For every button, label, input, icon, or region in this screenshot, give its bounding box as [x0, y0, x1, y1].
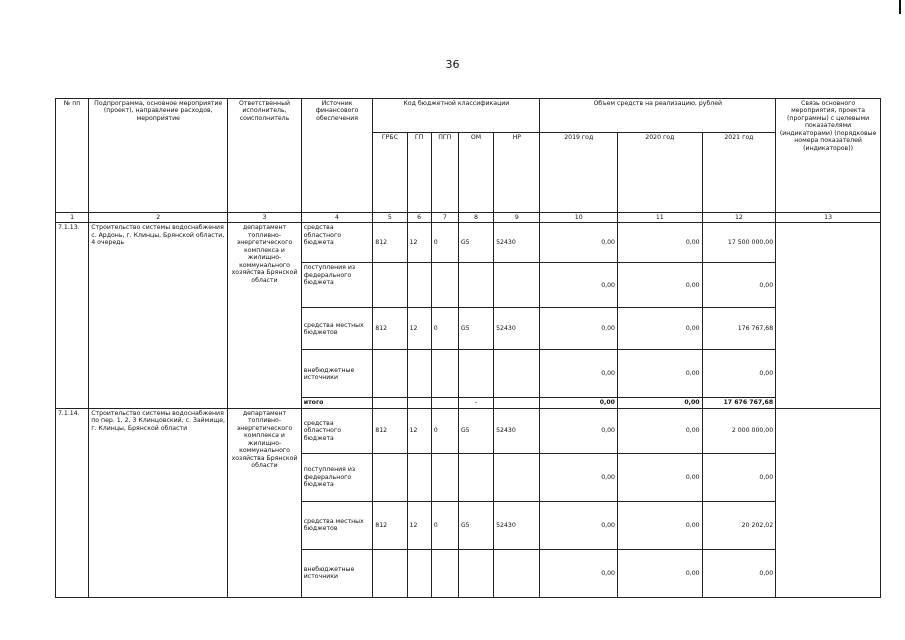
header-2021: 2021 год	[702, 133, 776, 213]
total-nr	[494, 398, 540, 408]
col-number: 4	[301, 213, 373, 223]
row-gp	[407, 350, 431, 398]
row-2019: 0,00	[540, 549, 618, 597]
page-number: 36	[445, 58, 460, 71]
row-grbs	[373, 263, 407, 308]
col-number: 3	[228, 213, 302, 223]
row-2019: 0,00	[540, 408, 618, 453]
row-om	[458, 350, 493, 398]
row-pgp	[431, 549, 458, 597]
row-2020: 0,00	[618, 308, 703, 350]
scan-edge-mark	[899, 0, 901, 14]
row-pgp: 0	[431, 501, 458, 549]
row-grbs: 812	[373, 308, 407, 350]
row-om	[458, 549, 493, 597]
row-grbs	[373, 549, 407, 597]
col-number: 12	[702, 213, 776, 223]
row-nr: 52430	[494, 308, 540, 350]
row-2019: 0,00	[540, 453, 618, 501]
row-source: внебюджетные источники	[301, 549, 373, 597]
total-2020: 0,00	[618, 398, 703, 408]
row-pgp	[431, 453, 458, 501]
row-2020: 0,00	[618, 223, 703, 263]
header-source: Источник финансового обеспечения	[301, 99, 373, 213]
row-2020: 0,00	[618, 549, 703, 597]
row-source: поступления из федерального бюджета	[301, 453, 373, 501]
item-title: Строительство системы водоснабжения с. Ардонь, г. Клинцы, Брянской области, 4 очередь	[89, 223, 228, 408]
header-pgp: ПГП	[431, 133, 458, 213]
row-2019: 0,00	[540, 223, 618, 263]
header-program: Подпрограмма, основное мероприятие (проект), направление расходов, мероприятие	[89, 99, 228, 213]
row-pgp	[431, 350, 458, 398]
row-om: G5	[458, 408, 493, 453]
header-grbs: ГРБС	[373, 133, 407, 213]
row-grbs: 812	[373, 501, 407, 549]
col-number: 13	[776, 213, 881, 223]
total-om: -	[458, 398, 493, 408]
col-number: 7	[431, 213, 458, 223]
item-responsible: департамент топливно-энергетического комплекса и жилищно-коммунального хозяйства Брянской области	[228, 408, 302, 597]
row-2020: 0,00	[618, 263, 703, 308]
row-gp: 12	[407, 223, 431, 263]
total-2019: 0,00	[540, 398, 618, 408]
row-pgp: 0	[431, 223, 458, 263]
row-2021: 0,00	[702, 263, 776, 308]
header-row	[56, 99, 881, 133]
row-grbs: 812	[373, 408, 407, 453]
col-number: 1	[56, 213, 89, 223]
total-grbs	[373, 398, 407, 408]
item-responsible: департамент топливно-энергетического комплекса и жилищно-коммунального хозяйства Брянской области	[228, 223, 302, 408]
header-nr: НР	[494, 133, 540, 213]
row-nr	[494, 263, 540, 308]
row-gp: 12	[407, 308, 431, 350]
row-2019: 0,00	[540, 350, 618, 398]
row-source: средства местных бюджетов	[301, 308, 373, 350]
row-source: средства местных бюджетов	[301, 501, 373, 549]
column-number-row	[56, 213, 881, 223]
row-link	[776, 223, 881, 408]
row-2021: 176 767,68	[702, 308, 776, 350]
row-2020: 0,00	[618, 501, 703, 549]
row-nr: 52430	[494, 501, 540, 549]
row-source: поступления из федерального бюджета	[301, 263, 373, 308]
item-title: Строительство системы водоснабжения по пер. 1, 2, 3 Клинцовский, с. Займище, г. Клинцы, Брянской области	[89, 408, 228, 597]
total-2021: 17 676 767,68	[702, 398, 776, 408]
row-gp: 12	[407, 501, 431, 549]
item-num: 7.1.13.	[56, 223, 89, 408]
table-row	[56, 223, 881, 263]
budget-table	[55, 98, 881, 598]
row-2021: 17 500 000,00	[702, 223, 776, 263]
item-num: 7.1.14.	[56, 408, 89, 597]
header-volume: Объем средств на реализацию, рублей	[540, 99, 776, 133]
row-gp	[407, 263, 431, 308]
header-responsible: Ответственный исполнитель, соисполнитель	[228, 99, 302, 213]
row-om: G5	[458, 308, 493, 350]
col-number: 8	[458, 213, 493, 223]
row-source: средства областного бюджета	[301, 408, 373, 453]
header-2020: 2020 год	[618, 133, 703, 213]
row-om: G5	[458, 223, 493, 263]
table-row	[56, 408, 881, 453]
row-om: G5	[458, 501, 493, 549]
col-number: 11	[618, 213, 703, 223]
row-grbs	[373, 350, 407, 398]
row-nr	[494, 453, 540, 501]
row-2021: 2 000 000,00	[702, 408, 776, 453]
row-om	[458, 263, 493, 308]
row-pgp: 0	[431, 308, 458, 350]
row-om	[458, 453, 493, 501]
row-source: внебюджетные источники	[301, 350, 373, 398]
header-om: ОМ	[458, 133, 493, 213]
total-pgp	[431, 398, 458, 408]
row-2019: 0,00	[540, 308, 618, 350]
row-nr	[494, 350, 540, 398]
total-label: итого	[301, 398, 373, 408]
row-2020: 0,00	[618, 350, 703, 398]
row-2021: 0,00	[702, 453, 776, 501]
header-gp: ГП	[407, 133, 431, 213]
col-number: 5	[373, 213, 407, 223]
row-gp	[407, 549, 431, 597]
total-gp	[407, 398, 431, 408]
col-number: 6	[407, 213, 431, 223]
header-link: Связь основного мероприятия, проекта (программы) с целевыми показателями (индикаторами) (порядковые номера показателей (индикаторов))	[776, 99, 881, 213]
row-2019: 0,00	[540, 263, 618, 308]
row-2021: 0,00	[702, 549, 776, 597]
row-pgp	[431, 263, 458, 308]
row-link	[776, 408, 881, 597]
row-grbs: 812	[373, 223, 407, 263]
row-2020: 0,00	[618, 453, 703, 501]
col-number: 9	[494, 213, 540, 223]
row-2019: 0,00	[540, 501, 618, 549]
row-gp	[407, 453, 431, 501]
row-2021: 0,00	[702, 350, 776, 398]
col-number: 2	[89, 213, 228, 223]
row-nr: 52430	[494, 408, 540, 453]
row-nr: 52430	[494, 223, 540, 263]
row-source: средства областного бюджета	[301, 223, 373, 263]
row-nr	[494, 549, 540, 597]
row-gp: 12	[407, 408, 431, 453]
col-number: 10	[540, 213, 618, 223]
header-2019: 2019 год	[540, 133, 618, 213]
row-grbs	[373, 453, 407, 501]
row-2020: 0,00	[618, 408, 703, 453]
header-kbk: Код бюджетной классификации	[373, 99, 540, 133]
row-pgp: 0	[431, 408, 458, 453]
header-num: № пп	[56, 99, 89, 213]
row-2021: 20 202,02	[702, 501, 776, 549]
